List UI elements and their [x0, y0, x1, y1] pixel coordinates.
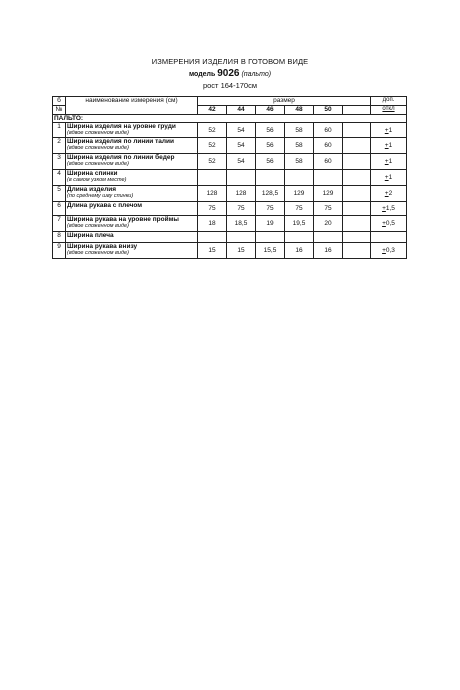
header-row-top — [53, 97, 407, 106]
measurement-note: (в самом узком месте) — [67, 177, 127, 184]
measurement-name: Ширина рукава внизу — [67, 243, 138, 251]
value-cell: 54 — [227, 138, 256, 154]
section-row — [53, 115, 407, 123]
value-cell: 60 — [314, 154, 343, 170]
tolerance-value: 1 — [388, 158, 393, 166]
row-number: 7 — [53, 216, 66, 232]
table-row — [53, 123, 407, 138]
row-number: 9 — [53, 243, 66, 259]
measurement-note: (вдвое сложенном виде) — [67, 223, 129, 230]
size-header: размер — [198, 97, 371, 106]
tolerance-value: 0,3 — [385, 247, 395, 255]
extra-empty-cell — [343, 202, 371, 216]
extra-empty-cell — [343, 123, 371, 138]
measurement-name-cell — [66, 186, 198, 202]
value-cell: 18 — [198, 216, 227, 232]
size-50: 50 — [314, 106, 343, 115]
tolerance-cell — [371, 186, 407, 202]
tolerance-value: 1 — [388, 142, 393, 150]
value-cell: 20 — [314, 216, 343, 232]
tolerance-sign: + — [384, 126, 389, 134]
table-row — [53, 154, 407, 170]
value-cell: 60 — [314, 123, 343, 138]
value-cell: 60 — [314, 138, 343, 154]
measurement-name: Ширина спинки — [67, 170, 118, 178]
model-label: модель — [188, 71, 216, 78]
value-cell: 54 — [227, 154, 256, 170]
value-cell: 54 — [227, 123, 256, 138]
row-number: 3 — [53, 154, 66, 170]
value-cell: 128 — [227, 186, 256, 202]
table-row — [53, 138, 407, 154]
measurement-note: (вдвое сложенном виде) — [67, 161, 129, 168]
value-cell — [285, 232, 314, 243]
tolerance-value: 1 — [388, 174, 393, 182]
tolerance-sign: + — [384, 142, 389, 150]
tolerance-sign: + — [382, 247, 386, 255]
row-number: 8 — [53, 232, 66, 243]
table-row — [53, 170, 407, 186]
row-number: 6 — [53, 202, 66, 216]
tolerance-cell — [371, 138, 407, 154]
model-line — [0, 68, 460, 79]
value-cell: 19,5 — [285, 216, 314, 232]
table-row — [53, 216, 407, 232]
table-row — [53, 202, 407, 216]
value-cell: 15 — [227, 243, 256, 259]
value-cell: 58 — [285, 138, 314, 154]
row-number: 5 — [53, 186, 66, 202]
value-cell: 75 — [256, 202, 285, 216]
value-cell — [256, 170, 285, 186]
table-row — [53, 232, 407, 243]
value-cell: 75 — [285, 202, 314, 216]
extra-empty-cell — [343, 154, 371, 170]
extra-empty-cell — [343, 186, 371, 202]
value-cell — [256, 232, 285, 243]
row-number: 2 — [53, 138, 66, 154]
value-cell — [198, 232, 227, 243]
value-cell: 15,5 — [256, 243, 285, 259]
value-cell: 75 — [314, 202, 343, 216]
value-cell: 58 — [285, 123, 314, 138]
extra-empty-cell — [343, 216, 371, 232]
size-46: 46 — [256, 106, 285, 115]
measurement-name: Ширина изделия по линии талии — [67, 138, 175, 146]
model-kind: (пальто) — [241, 71, 272, 78]
value-cell — [314, 232, 343, 243]
size-42: 42 — [198, 106, 227, 115]
tol-header-bottom: откл — [371, 106, 407, 115]
measurement-name: Ширина рукава на уровне проймы — [67, 216, 179, 224]
size-48: 48 — [285, 106, 314, 115]
row-number: 4 — [53, 170, 66, 186]
tolerance-value: 1 — [388, 126, 393, 134]
extra-empty-cell — [343, 170, 371, 186]
measurement-name-cell — [66, 232, 198, 243]
value-cell: 52 — [198, 138, 227, 154]
value-cell: 56 — [256, 138, 285, 154]
value-cell: 52 — [198, 154, 227, 170]
measurement-name: Ширина изделия по линии бедер — [67, 154, 175, 162]
measurement-note: (вдвое сложенном виде) — [67, 130, 129, 137]
value-cell — [285, 170, 314, 186]
tolerance-sign: + — [384, 174, 389, 182]
table-row — [53, 243, 407, 259]
tolerance-cell — [371, 216, 407, 232]
extra-empty-cell — [343, 138, 371, 154]
measurement-note: (вдвое сложенном виде) — [67, 145, 129, 152]
tolerance-value: 2 — [388, 190, 393, 198]
value-cell: 16 — [285, 243, 314, 259]
measurement-name-cell — [66, 154, 198, 170]
tolerance-cell — [371, 170, 407, 186]
measurement-note: (вдвое сложенном виде) — [67, 250, 129, 257]
tolerance-sign: + — [382, 220, 386, 228]
document-title: ИЗМЕРЕНИЯ ИЗДЕЛИЯ В ГОТОВОМ ВИДЕ — [151, 57, 309, 66]
tolerance-cell — [371, 202, 407, 216]
value-cell: 18,5 — [227, 216, 256, 232]
size-44: 44 — [227, 106, 256, 115]
value-cell — [227, 170, 256, 186]
value-cell: 16 — [314, 243, 343, 259]
value-cell — [227, 232, 256, 243]
name-col-header: наименование измерения (см) — [66, 97, 198, 115]
measurement-name-cell — [66, 202, 198, 216]
tolerance-sign: + — [384, 190, 389, 198]
size-extra-empty — [343, 106, 371, 115]
measurement-name-cell — [66, 216, 198, 232]
measurement-name: Длина рукава с плечом — [67, 202, 143, 210]
measurement-name-cell — [66, 243, 198, 259]
table-row — [53, 186, 407, 202]
tolerance-sign: + — [382, 205, 386, 213]
measurement-name-cell — [66, 170, 198, 186]
value-cell: 129 — [285, 186, 314, 202]
tolerance-cell — [371, 243, 407, 259]
value-cell: 19 — [256, 216, 285, 232]
extra-empty-cell — [343, 232, 371, 243]
row-number: 1 — [53, 123, 66, 138]
num-col-header-bottom: № — [53, 106, 66, 115]
value-cell: 128 — [198, 186, 227, 202]
tolerance-value: 0,5 — [385, 220, 395, 228]
tol-header-top: доп. — [371, 97, 407, 106]
tolerance-cell — [371, 232, 407, 243]
model-number: 9026 — [217, 68, 240, 79]
value-cell — [198, 170, 227, 186]
num-col-header-top: б — [53, 97, 66, 106]
value-cell: 129 — [314, 186, 343, 202]
measurements-table — [52, 96, 407, 259]
tolerance-cell — [371, 123, 407, 138]
section-label: ПАЛЬТО: — [53, 115, 407, 123]
value-cell: 52 — [198, 123, 227, 138]
measurement-name: Длина изделия — [67, 186, 116, 194]
value-cell: 128,5 — [256, 186, 285, 202]
value-cell: 75 — [198, 202, 227, 216]
measurement-note: (по среднему шву спинки) — [67, 193, 134, 200]
value-cell: 15 — [198, 243, 227, 259]
value-cell: 56 — [256, 154, 285, 170]
value-cell: 56 — [256, 123, 285, 138]
tolerance-value: 1,5 — [385, 205, 395, 213]
tolerance-sign: + — [384, 158, 389, 166]
value-cell: 75 — [227, 202, 256, 216]
measurement-name-cell — [66, 138, 198, 154]
value-cell — [314, 170, 343, 186]
measurement-name: Ширина плеча — [67, 232, 114, 240]
measurement-name: Ширина изделия на уровне груди — [67, 123, 176, 131]
extra-empty-cell — [343, 243, 371, 259]
tolerance-cell — [371, 154, 407, 170]
measurement-name-cell — [66, 123, 198, 138]
value-cell: 58 — [285, 154, 314, 170]
height-range: рост 164-170см — [202, 81, 258, 90]
